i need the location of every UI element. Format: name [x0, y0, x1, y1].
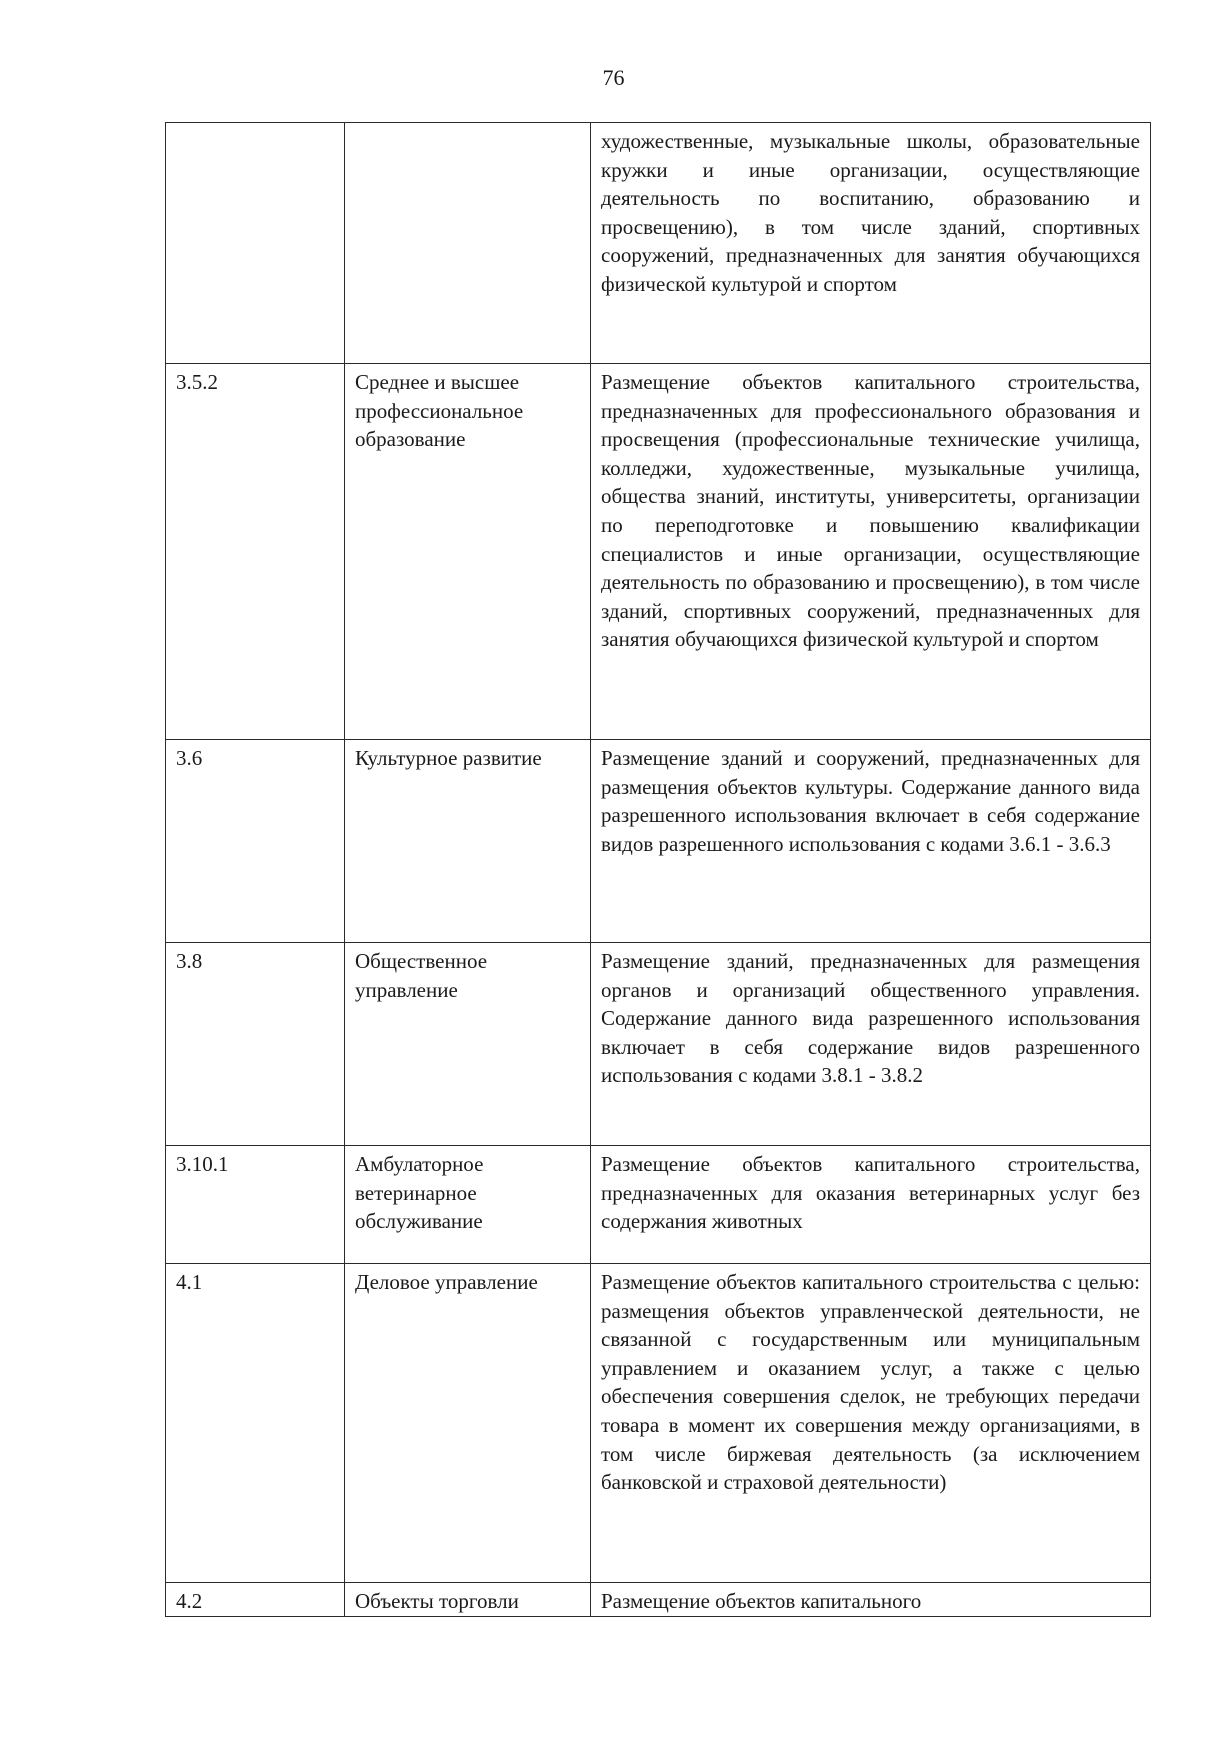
table-row [166, 1264, 1151, 1583]
name-cell [345, 1583, 591, 1617]
name-text: Общественное управление [355, 949, 488, 1002]
land-use-table [165, 122, 1151, 1617]
name-cell [345, 1264, 591, 1583]
description-text: Размещение объектов капитального строительства, предназначенных для профессионального образования и просвещения (профессиональные технические училища, колледжи, художественные, музыкальные училища, общества знаний, институты, университеты, организации по переподготовке и повышению квалификации специалистов и иные организации, осуществляющие деятельность по образованию и просвещению), в том числе зданий, спортивных сооружений, предназначенных для занятия обучающихся физической культурой и спортом [601, 370, 1140, 652]
table-row [166, 943, 1151, 1146]
table-row [166, 364, 1151, 740]
code-cell [166, 943, 345, 1146]
description-cell [591, 123, 1151, 364]
name-text: Объекты торговли [355, 1589, 519, 1613]
description-cell [591, 1264, 1151, 1583]
code-cell [166, 364, 345, 740]
name-text: Культурное развитие [355, 746, 542, 770]
table-row [166, 1583, 1151, 1617]
code-text: 3.5.2 [176, 370, 218, 394]
description-text: Размещение объектов капитального [601, 1589, 922, 1613]
name-text: Среднее и высшее профессиональное образование [355, 370, 524, 452]
table-row [166, 123, 1151, 364]
name-cell [345, 740, 591, 943]
code-cell [166, 123, 345, 364]
description-cell [591, 740, 1151, 943]
page-number: 76 [602, 65, 625, 90]
code-cell [166, 740, 345, 943]
name-cell [345, 1146, 591, 1264]
code-text: 4.1 [176, 1270, 203, 1294]
description-cell [591, 943, 1151, 1146]
description-text: Размещение объектов капитального строительства, предназначенных для оказания ветеринарных услуг без содержания животных [601, 1152, 1140, 1234]
code-text: 3.6 [176, 746, 203, 770]
code-cell [166, 1146, 345, 1264]
name-text: Амбулаторное ветеринарное обслуживание [355, 1152, 484, 1234]
description-cell [591, 364, 1151, 740]
description-cell [591, 1583, 1151, 1617]
name-cell [345, 943, 591, 1146]
code-cell [166, 1264, 345, 1583]
description-text: Размещение зданий, предназначенных для размещения органов и организаций общественного управления. Содержание данного вида разрешенного использования включает в себя содержание видов разрешенного использования с кодами 3.8.1 - 3.8.2 [601, 949, 1140, 1088]
code-cell [166, 1583, 345, 1617]
name-cell [345, 364, 591, 740]
description-text: Размещение зданий и сооружений, предназначенных для размещения объектов культуры. Содержание данного вида разрешенного использования включает в себя содержание видов разрешенного использования с кодами 3.6.1 - 3.6.3 [601, 746, 1140, 856]
name-text: Деловое управление [355, 1270, 538, 1294]
code-text: 3.8 [176, 949, 203, 973]
code-text: 3.10.1 [176, 1152, 229, 1176]
code-text: 4.2 [176, 1589, 203, 1613]
description-text: Размещение объектов капитального строительства с целью: размещения объектов управленческой деятельности, не связанной с государственным или муниципальным управлением и оказанием услуг, а также с целью обеспечения совершения сделок, не требующих передачи товара в момент их совершения между организациями, в том числе биржевая деятельность (за исключением банковской и страховой деятельности) [601, 1270, 1140, 1495]
table-row [166, 740, 1151, 943]
description-text: художественные, музыкальные школы, образовательные кружки и иные организации, осуществляющие деятельность по воспитанию, образованию и просвещению), в том числе зданий, спортивных сооружений, предназначенных для занятия обучающихся физической культурой и спортом [601, 129, 1140, 296]
name-cell [345, 123, 591, 364]
description-cell [591, 1146, 1151, 1264]
table-row [166, 1146, 1151, 1264]
